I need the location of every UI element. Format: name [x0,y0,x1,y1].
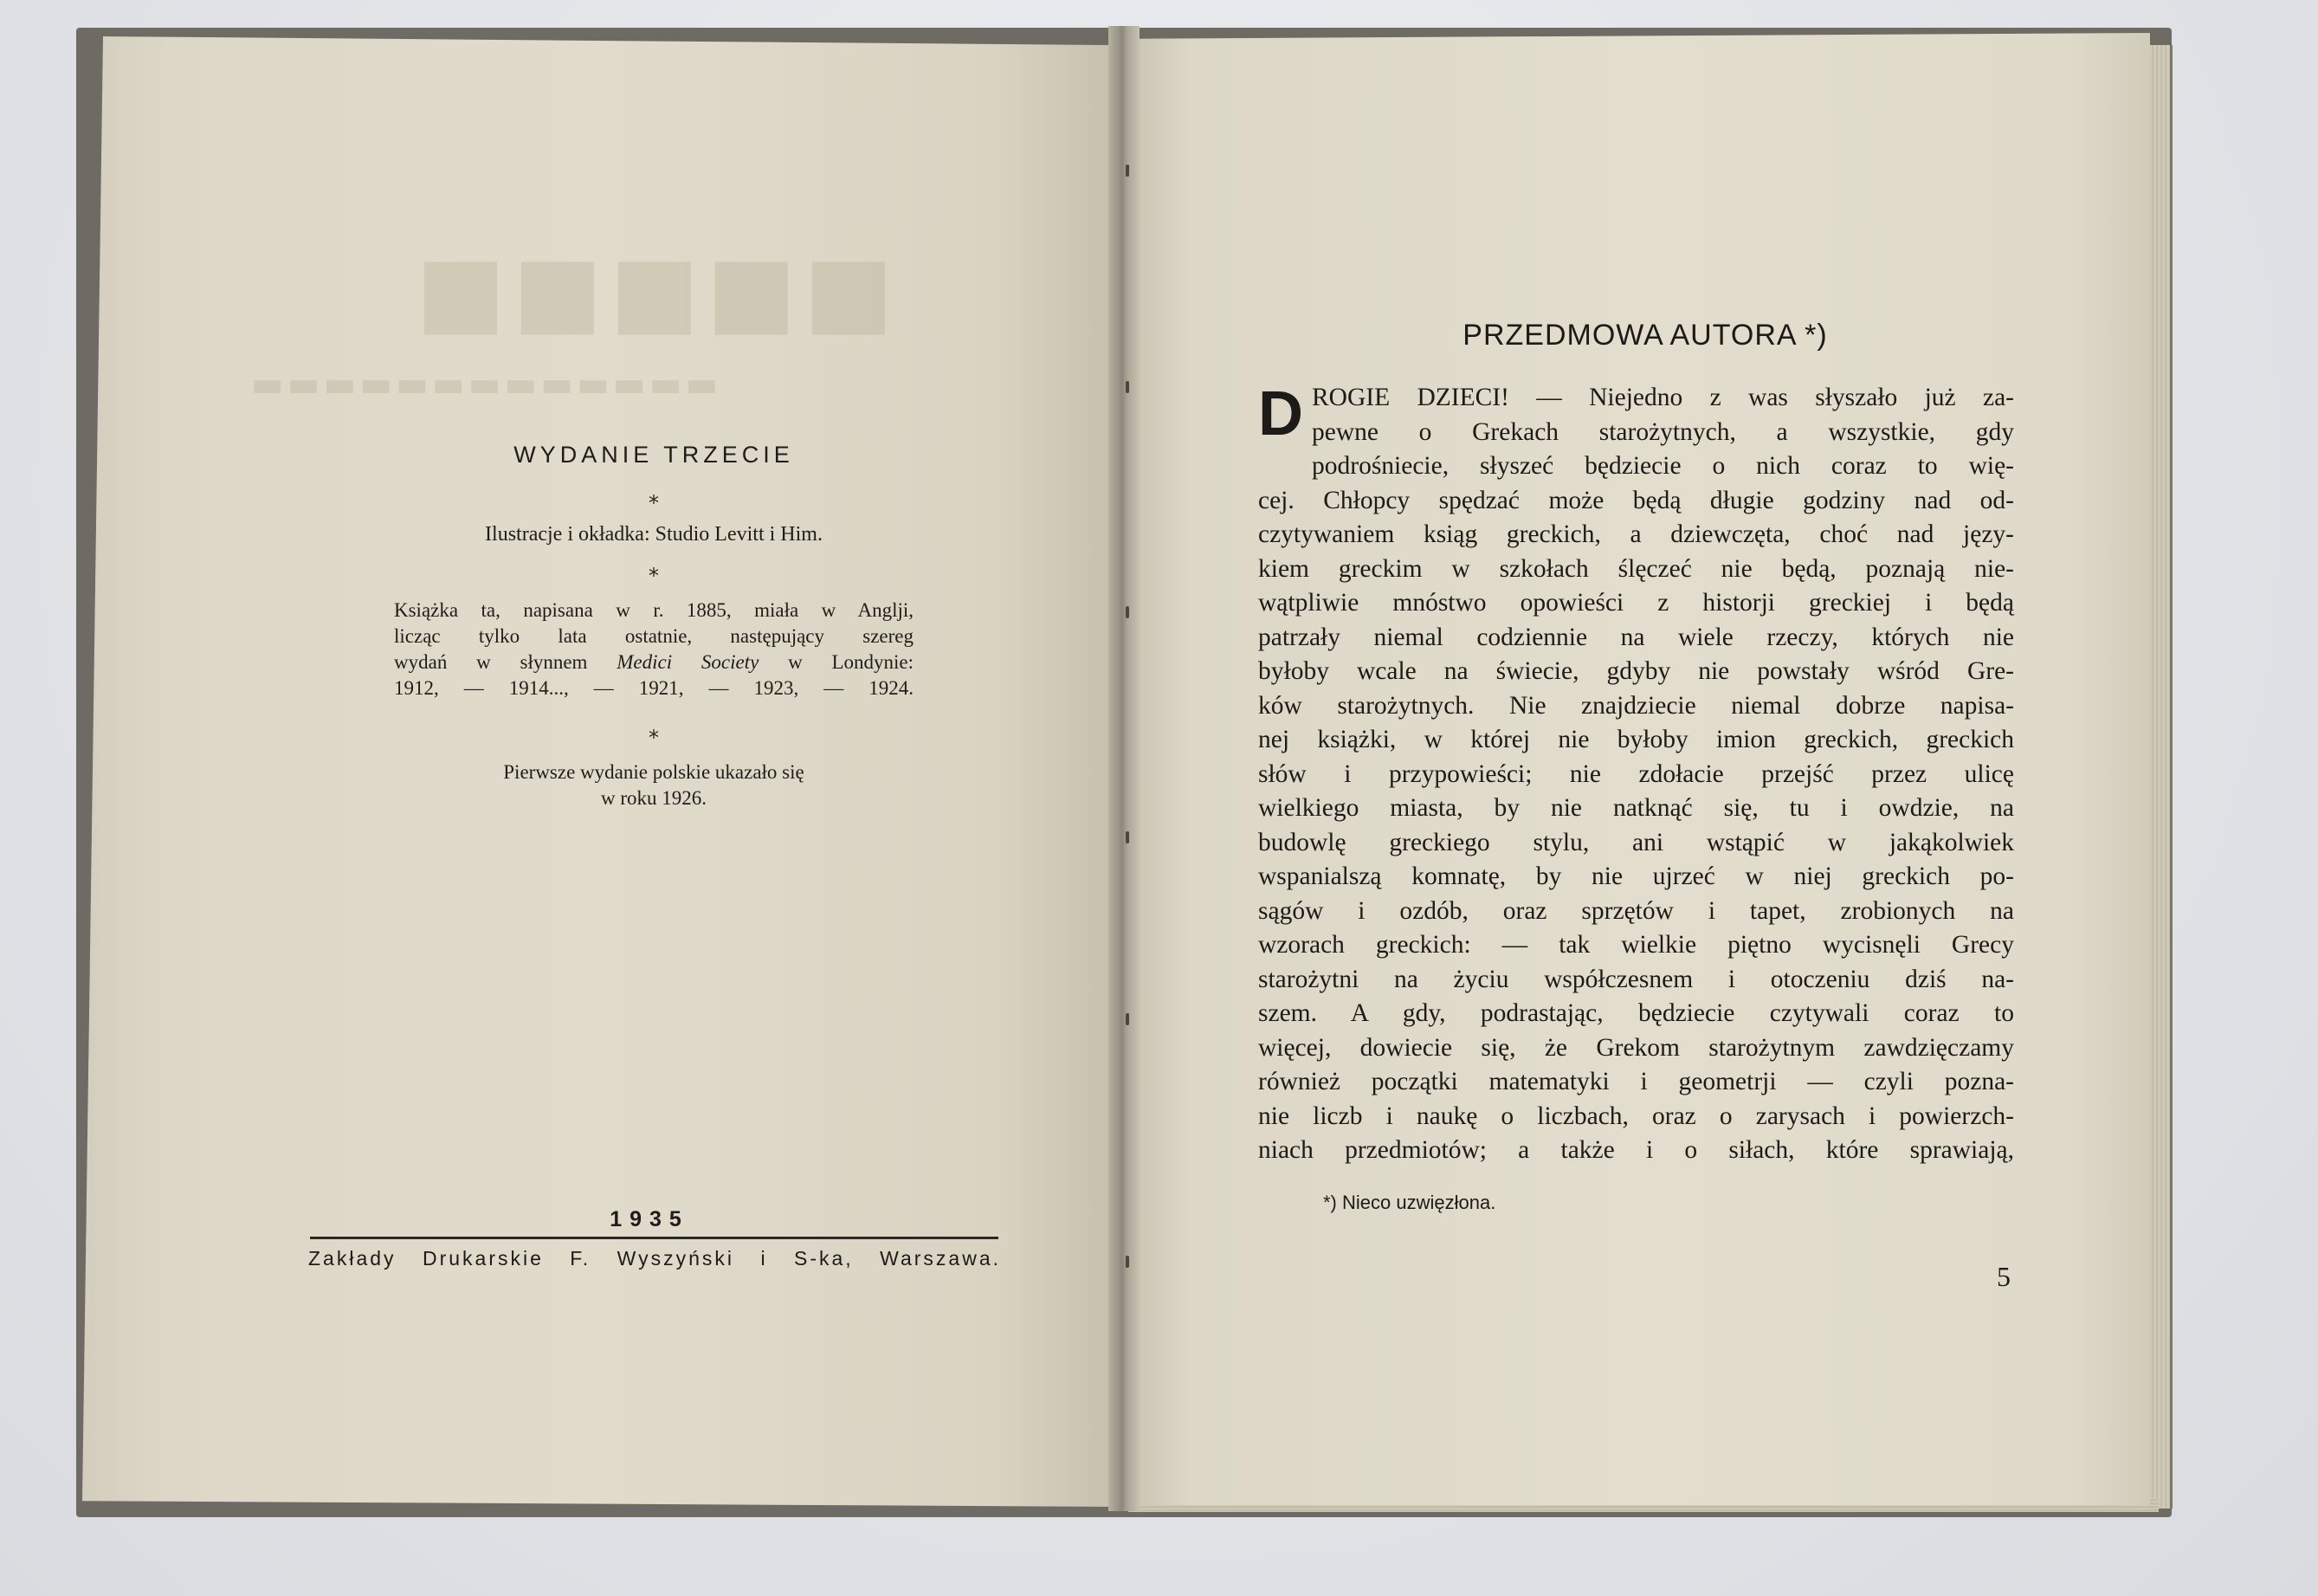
binding-stitch [1126,381,1129,393]
first-edition-line: Pierwsze wydanie polskie ukazało się [503,761,804,783]
text-line: więcej, dowiecie się, że Grekom starożytnym zawdzięczamy [1258,1033,2014,1062]
publication-year: 1935 [610,1207,689,1231]
page-title: PRZEDMOWA AUTORA *) [1462,319,1828,352]
text-line: wzorach greckich: — tak wielkie piętno wycisnęli Grecy [1258,931,2014,959]
book-gutter [1108,26,1140,1511]
text-line: budowlę greckiego stylu, ani wstąpić w jakąkolwiek [1258,828,2014,856]
text-line: również początki matematyki i geometrji — czyli pozna- [1258,1068,2014,1095]
drop-cap: D [1258,379,1303,449]
history-fragment: w Londynie: [759,651,914,673]
text-line: niach przedmiotów; a także i o siłach, które sprawiają, [1258,1136,2014,1164]
text-line: wspanialszą komnatę, by nie ujrzeć w niej greckich po- [1258,863,2014,890]
society-name: Medici Society [617,651,759,673]
history-line: Książka ta, napisana w r. 1885, miała w Anglji, [394,599,914,621]
text-line: nie liczb i naukę o liczbach, oraz o zarysach i powierzch- [1258,1102,2014,1130]
printer-imprint: Zakłady Drukarskie F. Wyszyński i S-ka, Warszawa. [308,1247,1001,1270]
text-line: podrośniecie, słyszeć będziecie o nich coraz to wię- [1312,452,2014,480]
history-line: licząc tylko lata ostatnie, następujący szereg [394,625,914,647]
text-line: pewne o Grekach starożytnych, a wszystkie, gdy [1312,417,2014,446]
binding-stitch [1126,831,1129,843]
first-edition-line: w roku 1926. [600,787,707,809]
text-line: szem. A gdy, podrastając, będziecie czytywali coraz to [1258,999,2014,1027]
preface-body [1258,381,2014,1168]
history-line: 1912, — 1914..., — 1921, — 1923, — 1924. [394,677,914,699]
binding-stitch [1126,1013,1129,1025]
text-line: patrzały niemal codziennie na wiele rzeczy, których nie [1258,623,2014,651]
text-line: nej książki, w której nie byłoby imion greckich, greckich [1258,726,2014,753]
text-line: ROGIE DZIECI! — Niejedno z was słyszało już za- [1312,384,2014,411]
page-number: 5 [1997,1261,2011,1292]
text-line: byłoby wcale na świecie, gdyby nie powstały wśród Gre- [1258,657,2014,685]
publication-history [394,598,914,701]
text-line: czytywaniem ksiąg greckich, a dziewczęta, choć nad języ- [1258,520,2014,548]
history-fragment: wydań w słynnem [394,651,617,673]
first-polish-edition [394,759,914,811]
binding-stitch [1126,606,1129,618]
text-line: kiem greckim w szkołach ślęczeć nie będą, poznają nie- [1258,554,2014,583]
separator-star: * [649,726,659,750]
text-line: słów i przypowieści; nie zdołacie przejść przez ulicę [1258,759,2014,788]
show-through-shadow: ■■■■■ [416,234,901,346]
binding-stitch [1126,1256,1129,1268]
text-line: starożytni na życiu współczesnem i otoczeniu dziś na- [1258,965,2014,993]
text-line: sągów i ozdób, oraz sprzętów i tapet, zrobionych na [1258,896,2014,925]
text-line: cej. Chłopcy spędzać może będą długie godziny nad od- [1258,486,2014,514]
show-through-shadow: ▬▬▬▬▬▬▬▬▬▬▬▬▬ [251,364,722,404]
imprint-rule [310,1237,998,1239]
illustrations-credit: Ilustracje i okładka: Studio Levitt i Him. [485,523,823,546]
history-line-with-italic [394,649,914,675]
separator-star: * [649,564,659,588]
separator-star: * [649,491,659,515]
binding-stitch [1126,165,1129,177]
edition-label: WYDANIE TRZECIE [513,442,794,468]
text-line: ków starożytnych. Nie znajdziecie niemal dobrze napisa- [1258,691,2014,720]
text-line: wielkiego miasta, by nie natknąć się, tu i owdzie, na [1258,794,2014,822]
text-line: wątpliwie mnóstwo opowieści z historji greckiej i będą [1258,589,2014,617]
footnote: *) Nieco uzwięzłona. [1323,1192,1496,1213]
